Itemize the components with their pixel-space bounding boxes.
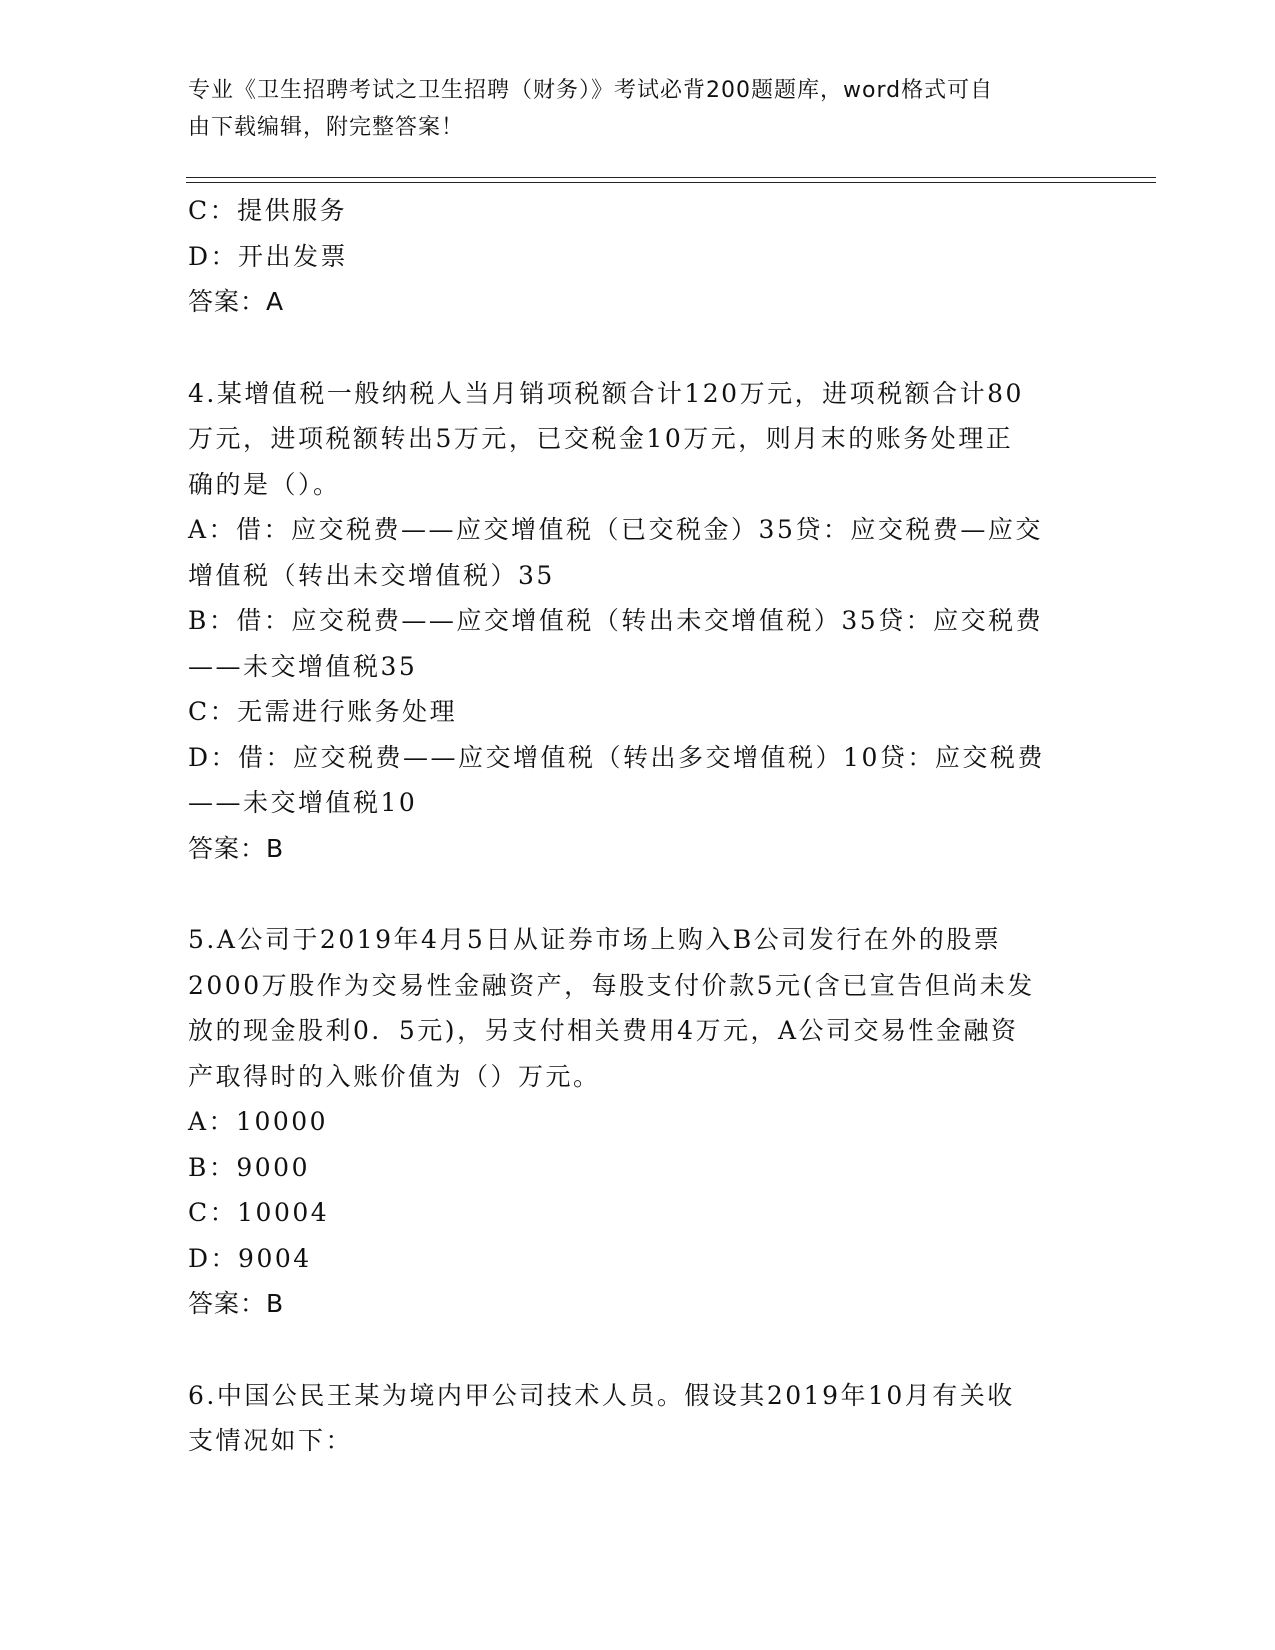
question-stem: 放的现金股利0．5元)，另支付相关费用4万元，A公司交易性金融资 [188,1016,1019,1045]
option-b: B：借：应交税费——应交增值税（转出未交增值税）35贷：应交税费 [188,606,1044,635]
header-title-line-1: 专业《卫生招聘考试之卫生招聘（财务）》考试必背200题题库，word格式可自 [188,78,994,103]
question-content [188,188,1088,1464]
question-5 [188,917,1088,1327]
option-d: D：9004 [188,1243,312,1273]
option-c: C：提供服务 [188,196,348,225]
option-b: B：9000 [188,1152,310,1182]
option-a: A：10000 [188,1107,329,1136]
question-stem: 2000万股作为交易性金融资产，每股支付价款5元(含已宣告但尚未发 [188,970,1035,1000]
option-d: D：借：应交税费——应交增值税（转出多交增值税）10贷：应交税费 [188,742,1045,772]
question-stem: 确的是（）。 [188,469,341,499]
header-divider-top [186,177,1156,178]
question-6 [188,1373,1088,1464]
option-c: C：10004 [188,1198,330,1227]
question-stem: 支情况如下： [188,1426,354,1455]
answer-label: 答案：B [188,833,285,863]
header-title-line-2: 由下载编辑，附完整答案！ [188,115,465,140]
option-d: D：开出发票 [188,241,349,271]
question-stem: 5.A公司于2019年4月5日从证券市场上购入B公司发行在外的股票 [188,925,1002,954]
header-divider-bottom [186,182,1156,183]
option-a: 增值税（转出未交增值税）35 [188,560,555,590]
question-3 [188,188,1088,325]
question-stem: 产取得时的入账价值为（）万元。 [188,1061,601,1091]
question-4 [188,371,1088,872]
document-header [188,72,1068,146]
option-c: C：无需进行账务处理 [188,697,458,726]
answer-label: 答案：A [188,287,285,316]
answer-label: 答案：B [188,1289,285,1318]
option-d: ——未交增值税10 [188,788,418,817]
question-stem: 4.某增值税一般纳税人当月销项税额合计120万元，进项税额合计80 [188,378,1024,408]
option-a: A：借：应交税费——应交增值税（已交税金）35贷：应交税费—应交 [188,515,1043,544]
question-stem: 6.中国公民王某为境内甲公司技术人员。假设其2019年10月有关收 [188,1380,1015,1410]
option-b: ——未交增值税35 [188,651,418,681]
question-stem: 万元，进项税额转出5万元，已交税金10万元，则月末的账务处理正 [188,424,1014,453]
